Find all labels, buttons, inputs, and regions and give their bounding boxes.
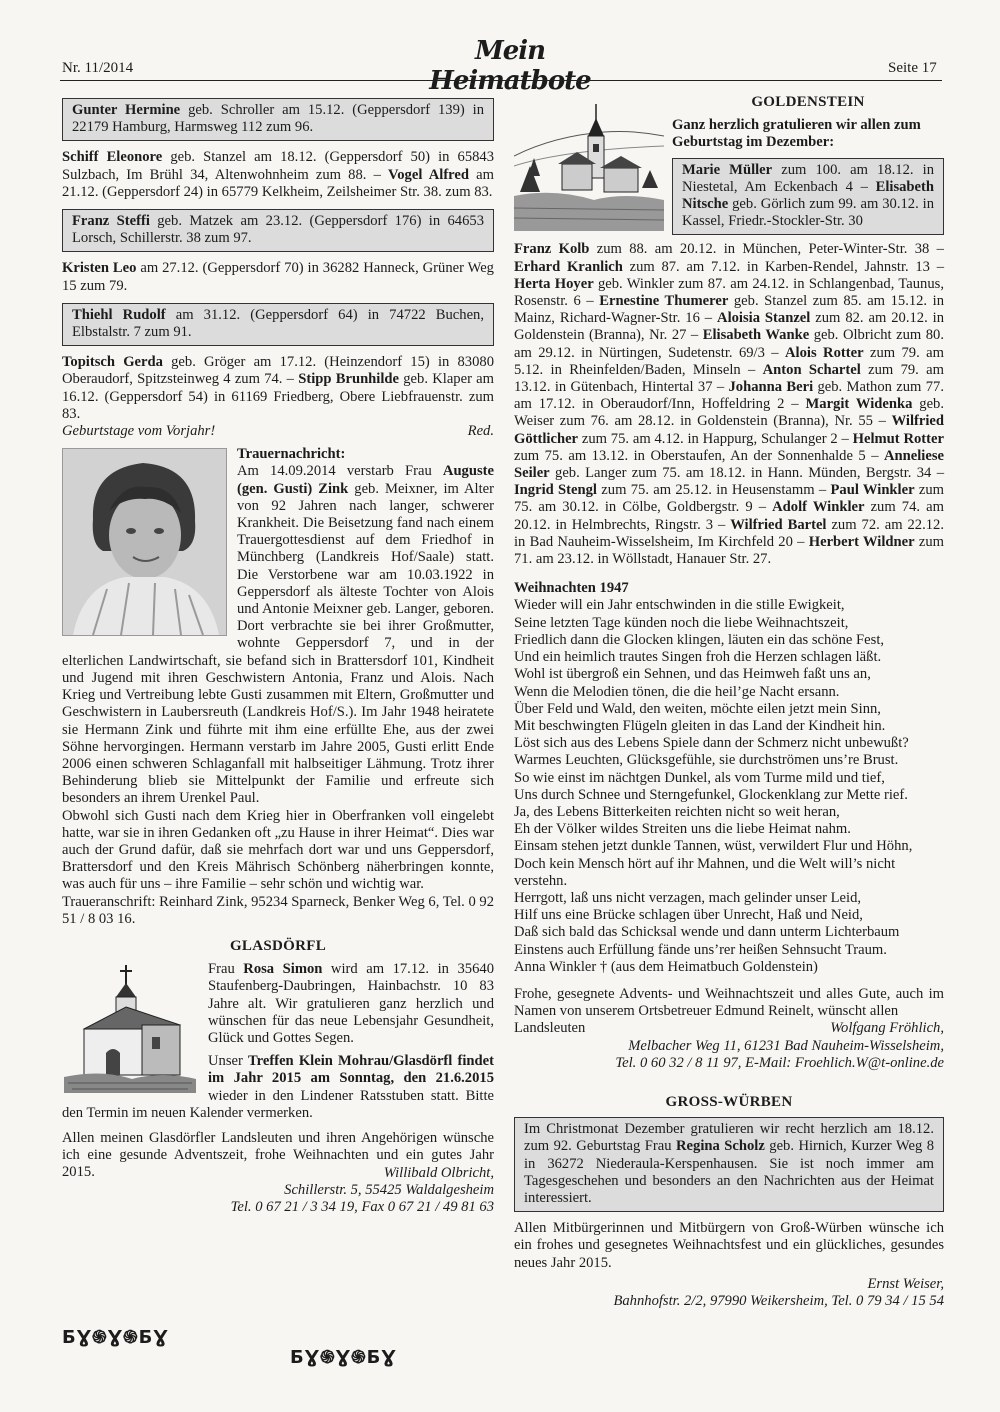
poem-line: Löst sich aus des Lebens Spiele dann der Schmerz nicht unbewußt? (514, 735, 909, 752)
birthday-entry-schiff: Schiff Eleonore geb. Stanzel am 18.12. (Geppersdorf 50) in 65843 Sulzbach, Im Brühl 34, Altenwohnheim zum 88. – Vogel Alfred am 21.12. (Geppersdorf 24) in 65779 Kelkheim, Zeilsheimer Str. 38. zum 83. (62, 149, 495, 200)
obituary-paragraph-2: Obwohl sich Gusti nach dem Krieg hier in Oberfranken voll eingelebt hatte, war sie in ihren Gedanken oft „zu Hause in ihrer Heimat“. Dies war auch der Grund dafür, daß sie mehrfach dort war und uns Geppersdorf, Brattersdorf und den Kreis Mährisch Schönberg näherbringen konnte, was auch für uns – ihre Familie – sehr schön und wichtig war. (62, 807, 494, 893)
signature-name: Wolfgang Fröhlich, (830, 1020, 944, 1037)
right-column (514, 94, 944, 1310)
poem-line: Friedlich dann die Glocken klingen, läuten ein das schöne Fest, (514, 631, 885, 648)
meeting-notice: Unser Treffen Klein Mohrau/Glasdörfl findet im Jahr 2015 am Sonntag, den 21.6.2015 wieder in den Lindener Ratsstuben statt. Bitte den Termin im neuen Kalender vermerken. (62, 1053, 494, 1121)
header-rule (60, 80, 942, 81)
obituary-address: Traueranschrift: Reinhard Zink, 95234 Sparneck, Benker Weg 6, Tel. 0 92 51 / 8 03 16. (62, 893, 495, 927)
birthday-entry-topitsch: Topitsch Gerda geb. Gröger am 17.12. (Heinzendorf 15) in 83080 Oberaudorf, Spitzsteinweg 4 zum 74. – Stipp Brunhilde geb. Klaper am 16.12. (Geppersdorf 54) in 61169 Friedberg, Obere Liebfrauenstr. zum 83. (62, 354, 495, 422)
poem-line: Einstens auch Erfüllung fände uns’rer heißen Sehnsucht Traum. (514, 941, 887, 958)
poem-line: Anna Winkler † (aus dem Heimatbuch Goldenstein) (514, 958, 818, 975)
poem-text (514, 597, 944, 975)
birthday-name: Gunter Hermine (72, 102, 181, 118)
ornament-divider-left: ƂƔ֍Ɣ֍ƂƔ (62, 1327, 169, 1348)
obituary: Trauernachricht: Am 14.09.2014 verstarb Frau Auguste (gen. Gusti) Zink geb. Meixner, im Alter von 92 Jahren nach langer, schwerer Krankheit. Die Beisetzung fand nach einem Trauergottesdienst auf dem Friedhof in Münchberg (Landkreis Hof/Saale) statt. Die Verstorbene war am 10.03.1922 in Geppersdorf als älteste Tochter von Alois und Antonie Meixner geb. Langer, geboren. Dort verbrachte sie bei ihrer Großmutter, wohnte Geppersdorf 7, und in der elterlichen Landwirtschaft, sie befand sich in Brattersdorf 101, Kindheit und Jugend mit ihren Geschwistern Antonia, Franz und Alois. Nach Krieg und Vertreibung lebte Gusti zusammen mit Eltern, Großmutter und Geschwistern in Laubersreuth (Landkreis Hof/S.). Im Jahr 1948 heiratete sie Hermann Zink und führte mit ihm eine erfüllte Ehe, aus der zwei Söhne hervorgingen. Hermann verstarb im Jahre 2005, Gusti erlitt Ende 2006 einen schweren Schlaganfall mit halbseitiger Lähmung. Trotz ihrer Behinderung blieb sie Mittelpunkt der Familie und erfreute sich besonders an ihrem Urenkel Paul. (62, 446, 495, 807)
birthday-box-scholz: Im Christmonat Dezember gratulieren wir recht herzlich am 18.12. zum 92. Geburtstag Frau Regina Scholz geb. Hirnich, Kurzer Weg 8 in 36272 Niederaula-Kerspenhausen. Sie ist noch immer am Tagesgeschehen und besonders an den Nachrichten aus der Heimat interessiert. (514, 1117, 944, 1212)
poem-line: Wenn die Melodien tönen, die die heil’ge Nacht ersann. (514, 683, 840, 700)
poem-line: Eh der Völker wildes Streiten uns die liebe Heimat nahm. (514, 821, 851, 838)
signature-address: Melbacher Weg 11, 61231 Bad Nauheim-Wisselsheim, (628, 1037, 944, 1054)
poem-line: Hilf uns eine Brücke schlagen über Unrecht, Haß und Neid, (514, 907, 863, 924)
poem-line: So wie einst im nächtgen Dunkel, als vom Turme mild und tief, (514, 769, 885, 786)
issue-number: Nr. 11/2014 (62, 60, 134, 76)
goldenstein-birthdays: Franz Kolb zum 88. am 20.12. in München, Peter-Winter-Str. 38 – Erhard Kranlich zum 87. am 7.12. in Karben-Rendel, Jahnstr. 13 – Herta Hoyer geb. Winkler zum 87. am 24.12. in Schlangenbad, Taunus, Rosenstr. 6 – Ernestine Thumerer geb. Stanzel zum 85. am 15.12. in Mainz, Richard-Wagner-Str. 16 – Aloisia Stanzel zum 82. am 20.12. in Goldenstein (Branna), Nr. 27 – Elisabeth Wanke geb. Olbricht zum 80. am 29.12. in Nürtingen, Sudetenstr. 69/3 – Alois Rotter zum 79. am 5.12. in Rheinfelden/Baden, Minseln – Anton Schartel zum 79. am 13.12. in Gütenbach, Hintertal 37 – Johanna Beri geb. Mathon zum 77. am 17.12. in Oberaudorf/Inn, Hoffeldring 2 – Margit Widenka geb. Weiser zum 76. am 28.12. in Goldenstein (Branna), Nr. 55 – Wilfried Göttlicher zum 75. am 4.12. in Happurg, Schulanger 2 – Helmut Rotter zum 75. am 13.12. in Oberstaufen, An der Sonnenhalde 5 – Anneliese Seiler geb. Langer zum 75. am 18.12. in Hann. Münden, Bergstr. 34 – Ingrid Stengl zum 75. am 25.12. in Heusenstamm – Paul Winkler zum 75. am 30.12. in Cölbe, Goldbergstr. 9 – Adolf Winkler zum 74. am 20.12. in Helmbrechts, Ringstr. 3 – Wilfried Bartel zum 72. am 22.12. in Bad Nauheim-Wisselsheim, Im Kirchfeld 20 – Herbert Wildner zum 71. am 23.12. in Wöllstadt, Hanauer Str. 27. (514, 241, 945, 568)
gross-wuerben-greeting: Allen Mitbürgerinnen und Mitbürgern von Groß-Würben wünsche ich ein frohes und gesegnetes Weihnachtsfest und ein glückliches, gesundes neues Jahr 2015. (514, 1220, 944, 1271)
vorjahr-note: Geburtstage vom Vorjahr! Red. (62, 423, 494, 440)
poem-line: Doch kein Mensch hört auf ihr Mahnen, und die Welt will’s nicht (514, 855, 896, 872)
portrait-illustration (63, 449, 226, 635)
page-number: Seite 17 (888, 60, 937, 76)
poem-line: Mit beschwingten Flügeln gleiten in das Land der Kindheit hin. (514, 717, 886, 734)
birthday-box-thiehl: Thiehl Rudolf am 31.12. (Geppersdorf 64) in 74722 Buchen, Elbstalstr. 7 zum 91. (62, 303, 494, 346)
birthday-box-mueller: Marie Müller zum 100. am 18.12. in Niestetal, Am Eckenbach 4 – Elisabeth Nitsche geb. Görlich zum 99. am 30.12. in Kassel, Friedr.-Stockler-Str. 30 (672, 158, 944, 236)
poem-line: Ja, des Lebens Bitterkeiten reichten nicht so weit heran, (514, 803, 840, 820)
chapel-illustration (62, 963, 198, 1093)
poem-line: Und ein heimlich trautes Singen froh die Herzen schlagen läßt. (514, 649, 882, 666)
poem-line: Wohl ist übergroß ein Sehnen, und das Heimweh faßt uns an, (514, 666, 871, 683)
left-column (62, 94, 494, 1216)
poem-line: Seine letzten Tage künden noch die liebe Weihnachtszeit, (514, 614, 849, 631)
signature-name: Ernst Weiser, (867, 1275, 944, 1292)
birthday-glasdoerfl: Frau Rosa Simon wird am 17.12. in 35640 Staufenberg-Daubringen, Hainbachstr. 10 83 Jahre alt. Wir gratulieren ganz herzlich und wünschen für das neue Lebensjahr Gesundheit, Glück und Gottes Segen. (208, 961, 494, 1046)
goldenstein-signature-line: Landsleuten Wolfgang Fröhlich, (514, 1020, 944, 1037)
section-title-glasdoerfl: GLASDÖRFL (229, 937, 327, 954)
goldenstein-greeting: Frohe, gesegnete Advents- und Weihnachtszeit und alles Gute, auch im Namen von unserem Ortsbetreuer Edmund Reinelt, wünscht allen (514, 985, 944, 1020)
signature-address: Bahnhofstr. 2/2, 97990 Weikersheim, Tel. 0 79 34 / 15 54 (613, 1293, 944, 1309)
poem-line: Wieder will ein Jahr entschwinden in die stille Ewigkeit, (514, 597, 845, 614)
poem-line: Daß sich bald das Schicksal wende und dann unterm Lichterbaum (514, 924, 900, 941)
signature-name: Willibald Olbricht, (383, 1164, 494, 1181)
poem-line: Einsam stehen jetzt dunkle Tannen, wüst, verwildert Flur und Höhn, (514, 838, 913, 855)
page-header (0, 0, 1000, 96)
portrait-photo (62, 448, 227, 636)
poem-title: Weihnachten 1947 (514, 580, 629, 597)
poem-line: Warmes Leuchten, Glücksgefühle, sie durchströmen uns’re Brust. (514, 752, 899, 769)
glasdoerfl-greeting: Allen meinen Glasdörfler Landsleuten und ihren Angehörigen wünsche ich eine gesunde Adventszeit, frohe Weihnachten und ein gutes Jahr 2015. (62, 1129, 494, 1181)
goldenstein-intro: Ganz herzlich gratulieren wir allen zum Geburtstag im Dezember: (672, 117, 921, 151)
signature-contact: Tel. 0 60 32 / 8 11 97, E-Mail: Froehlich.W@t-online.de (615, 1054, 944, 1071)
birthday-box-franz: Franz Steffi geb. Matzek am 23.12. (Geppersdorf 176) in 64653 Lorsch, Schillerstr. 38 zum 97. (62, 209, 494, 252)
section-title-gross-wuerben: GROSS-WÜRBEN (665, 1093, 793, 1110)
poem-line: Herrgott, laß uns nicht verzagen, mach gelinder unser Leid, (514, 889, 862, 906)
ornament-divider-center: ƂƔ֍Ɣ֍ƂƔ (290, 1347, 397, 1368)
poem-line: verstehn. (514, 872, 568, 889)
masthead-logo: Mein Heimatbote (429, 36, 591, 96)
section-title-goldenstein: GOLDENSTEIN (751, 94, 865, 110)
signature-phone: Tel. 0 67 21 / 3 34 19, Fax 0 67 21 / 49 81 63 (230, 1198, 494, 1215)
birthday-box-gunter: Gunter Hermine geb. Schroller am 15.12. (Geppersdorf 139) in 22179 Hamburg, Harmsweg 112 zum 96. (62, 98, 494, 141)
signature-address: Schillerstr. 5, 55425 Waldalgesheim (284, 1181, 494, 1198)
church-landscape-illustration (514, 96, 664, 231)
poem-line: Uns durch Schnee und Sterngefunkel, Glockenklang zur Mette rief. (514, 786, 908, 803)
birthday-entry-kristen: Kristen Leo am 27.12. (Geppersdorf 70) in 36282 Hanneck, Grüner Weg 15 zum 79. (62, 260, 494, 294)
obituary-title: Trauernachricht: (237, 446, 346, 463)
poem-line: Über Feld und Wald, den weiten, möchte eilen jetzt mein Sinn, (514, 700, 881, 717)
